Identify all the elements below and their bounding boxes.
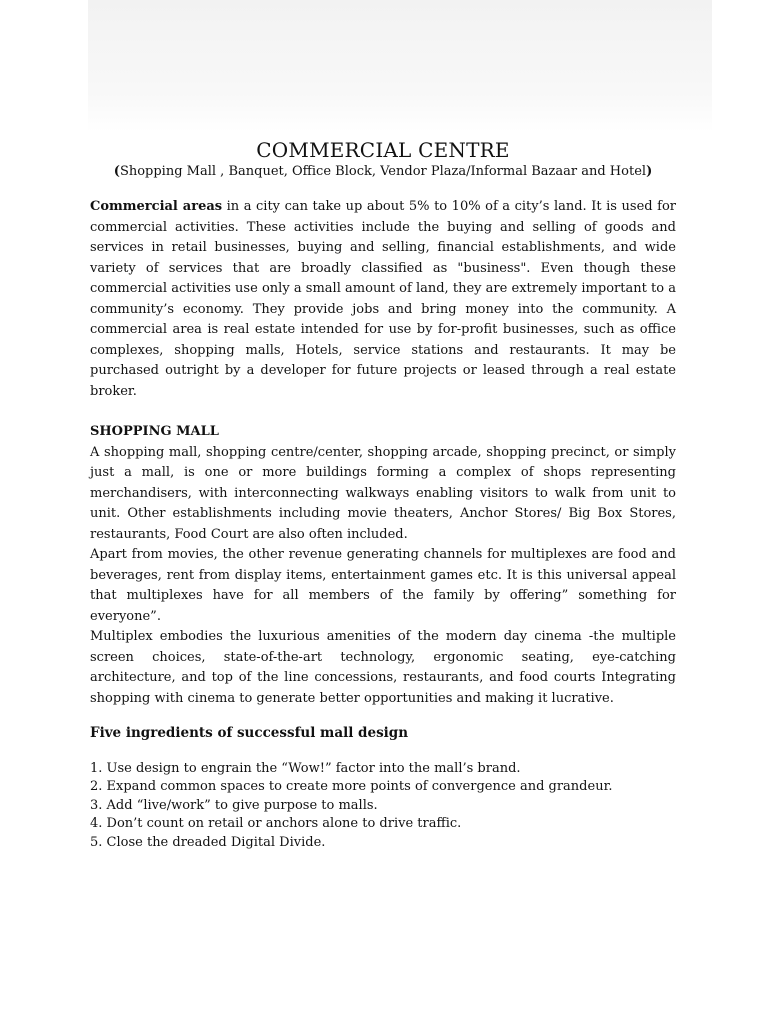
- mall-paragraph-3: Multiplex embodies the luxurious amenities of the modern day cinema -the multiple screen choices, state-of-the-art technology, ergonomic seating, eye-catching architecture, and top of the line concessions, restaurants, and food courts Integrating shopping with cinema to generate better opportunities and making it lucrative.: [90, 629, 676, 706]
- page-title: COMMERCIAL CENTRE: [256, 138, 510, 162]
- document-page: [90, 132, 676, 852]
- list-item: 3. Add “live/work” to give purpose to malls.: [90, 797, 378, 813]
- ingredients-list: [90, 760, 676, 853]
- subtitle-close-paren: ): [646, 164, 653, 179]
- intro-text: in a city can take up about 5% to 10% of a city’s land. It is used for commercial activities. These activities include the buying and selling of goods and services in retail businesses, buying and selling, financial establishments, and wide variety of services that are broadly classified as "business". Even though these commercial activities use only a small amount of land, they are extremely important to a community’s economy. They provide jobs and bring money into the community. A commercial area is real estate intended for use by for-profit businesses, such as office complexes, shopping malls, Hotels, service stations and restaurants. It may be purchased outright by a developer for future projects or leased through a real estate broker.: [90, 199, 676, 399]
- ingredients-heading: Five ingredients of successful mall design: [90, 725, 409, 741]
- shopping-mall-heading: SHOPPING MALL: [90, 424, 219, 439]
- list-item: 1. Use design to engrain the “Wow!” factor into the mall’s brand.: [90, 760, 521, 776]
- mall-paragraph-2: Apart from movies, the other revenue generating channels for multiplexes are food and beverages, rent from display items, entertainment games etc. It is this universal appeal that multiplexes have for all members of the family by offering” something for everyone”.: [90, 547, 676, 624]
- intro-lead: Commercial areas: [90, 199, 223, 214]
- list-item: 5. Close the dreaded Digital Divide.: [90, 834, 326, 850]
- list-item: 4. Don’t count on retail or anchors alone to drive traffic.: [90, 816, 462, 831]
- list-item: 2. Expand common spaces to create more points of convergence and grandeur.: [90, 779, 613, 794]
- header-band: [88, 0, 712, 132]
- subtitle-text: Shopping Mall , Banquet, Office Block, Vendor Plaza/Informal Bazaar and Hotel: [119, 164, 647, 179]
- intro-paragraph: [90, 197, 676, 402]
- mall-paragraph-1: A shopping mall, shopping centre/center, shopping arcade, shopping precinct, or simply just a mall, is one or more buildings forming a complex of shops representing merchandisers, with interconnecting walkways enabling visitors to walk from unit to unit. Other establishments including movie theaters, Anchor Stores/ Big Box Stores, restaurants, Food Court are also often included.: [90, 444, 676, 542]
- page-subtitle: [90, 164, 676, 179]
- subtitle-open-paren: (: [113, 164, 120, 179]
